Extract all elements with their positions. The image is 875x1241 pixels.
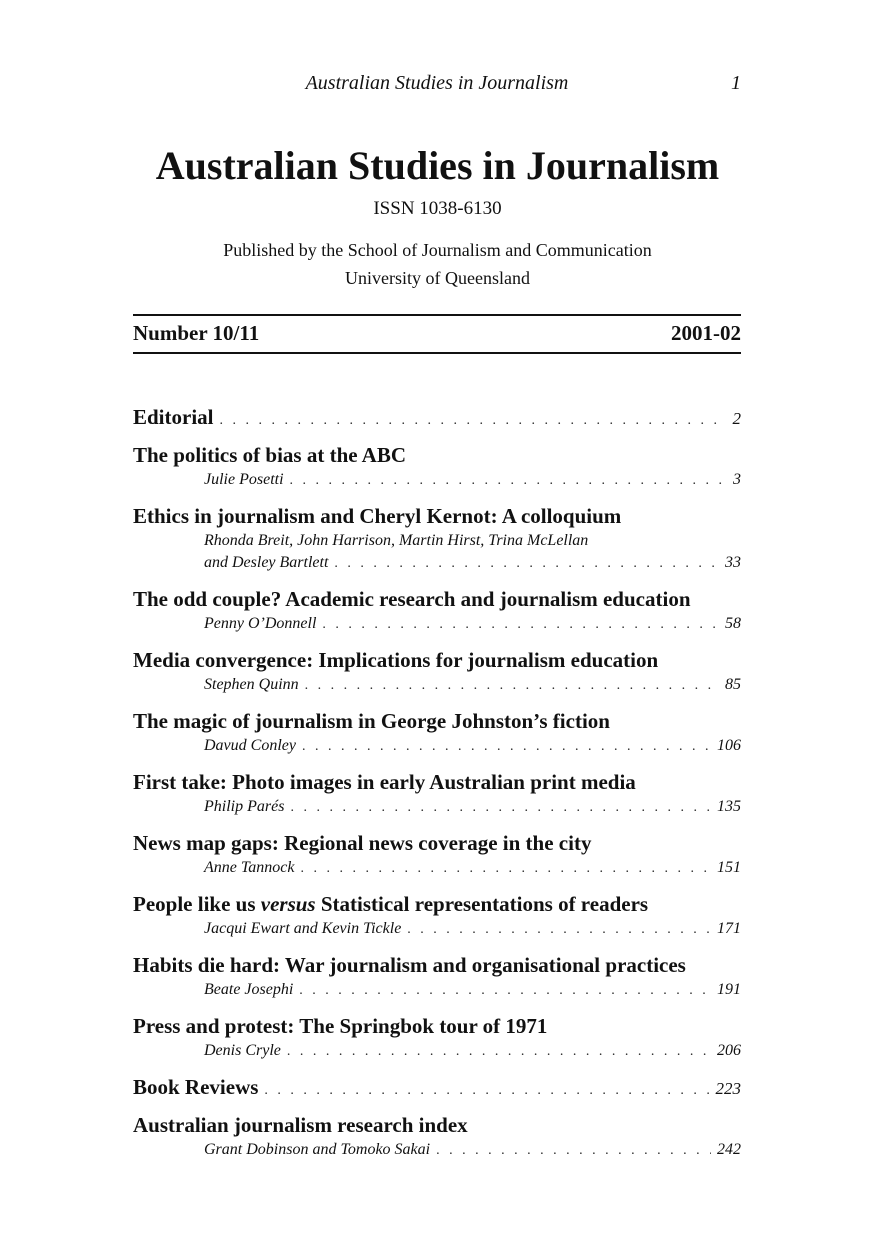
toc-entry [133,769,741,819]
dot-leader [220,413,727,429]
toc-entry-author: Grant Dobinson and Tomoko Sakai [204,1141,431,1158]
toc-entry [133,647,741,697]
toc-entry-title: Ethics in journalism and Cheryl Kernot: A colloquium [133,504,622,528]
toc-entry-title: The magic of journalism in George Johnston’s fiction [133,709,610,733]
dot-leader [322,614,719,636]
toc-entry-author: Davud Conley [204,737,296,754]
dot-leader [334,553,719,575]
toc-entry [133,830,741,880]
journal-title: Australian Studies in Journalism [155,143,720,188]
toc-entry-author: and Desley Bartlett [204,554,329,571]
toc-entry-author: Denis Cryle [204,1042,281,1059]
toc-entry-page: 106 [717,737,741,754]
toc-entry-title: Press and protest: The Springbok tour of 1971 [133,1014,548,1038]
running-head-page-number: 1 [731,72,741,94]
toc-entry-editorial [133,404,741,431]
toc-entry-book-reviews [133,1074,741,1101]
toc-entry [133,952,741,1002]
toc-entry-author: Julie Posetti [204,471,284,488]
issue-bar [133,314,741,354]
toc-entry-title: Editorial [133,405,214,429]
toc-entry-title: Australian journalism research index [133,1113,468,1137]
dot-leader [305,675,719,697]
toc-entry-page: 171 [717,920,741,937]
toc-entry [133,891,741,941]
toc-entry-author: Stephen Quinn [204,676,299,693]
toc-entry [133,1112,741,1162]
toc-entry-page: 3 [733,471,741,488]
dot-leader [290,470,727,492]
toc-entry-page: 33 [725,554,741,571]
toc-entry-title-part-1: People like us [133,892,261,916]
toc-entry-page: 58 [725,615,741,632]
publisher-line-1: Published by the School of Journalism and Communication [223,240,652,260]
table-of-contents [133,404,741,1173]
dot-leader [436,1140,711,1162]
toc-entry [133,708,741,758]
running-head-title: Australian Studies in Journalism [305,72,569,94]
toc-entry-title [133,891,741,918]
publisher-line-2: University of Queensland [345,268,530,288]
dot-leader [302,736,711,758]
toc-entry-page: 242 [717,1141,741,1158]
toc-entry-title: Habits die hard: War journalism and organisational practices [133,953,686,977]
dot-leader [290,797,711,819]
toc-entry-title-part-2: Statistical representations of readers [315,892,649,916]
dot-leader [407,919,711,941]
toc-entry-page: 2 [732,409,741,428]
toc-entry [133,1013,741,1063]
toc-entry-title: Media convergence: Implications for journalism education [133,648,659,672]
issue-number: Number 10/11 [133,321,260,345]
dot-leader [301,858,711,880]
toc-entry-title: News map gaps: Regional news coverage in the city [133,831,592,855]
toc-entry-title-emphasis: versus [260,892,316,916]
toc-entry-author: Anne Tannock [204,859,295,876]
toc-entry-page: 191 [717,981,741,998]
toc-entry [133,586,741,636]
toc-entry [133,503,741,575]
toc-entry-title: The politics of bias at the ABC [133,443,407,467]
toc-entry-author: Philip Parés [204,798,285,815]
toc-entry-page: 135 [717,798,741,815]
issue-year: 2001-02 [671,321,741,345]
toc-entry-page: 206 [717,1042,741,1059]
toc-entry [133,442,741,492]
dot-leader [287,1041,711,1063]
toc-entry-title: Book Reviews [133,1075,259,1099]
toc-entry-author: Beate Josephi [204,981,294,998]
publisher [0,236,875,292]
toc-entry-author: Penny O’Donnell [204,615,317,632]
toc-entry-author: Jacqui Ewart and Kevin Tickle [204,920,402,937]
toc-entry-page: 85 [725,676,741,693]
toc-entry-page: 223 [715,1079,741,1098]
toc-entry-title: The odd couple? Academic research and journalism education [133,587,691,611]
dot-leader [299,980,711,1002]
toc-entry-title: First take: Photo images in early Australian print media [133,770,636,794]
toc-entry-page: 151 [717,859,741,876]
dot-leader [264,1083,709,1099]
running-head [133,72,741,98]
toc-entry-author-line-1: Rhonda Breit, John Harrison, Martin Hirst, Trina McLellan [204,532,589,549]
issn: ISSN 1038-6130 [373,198,502,219]
